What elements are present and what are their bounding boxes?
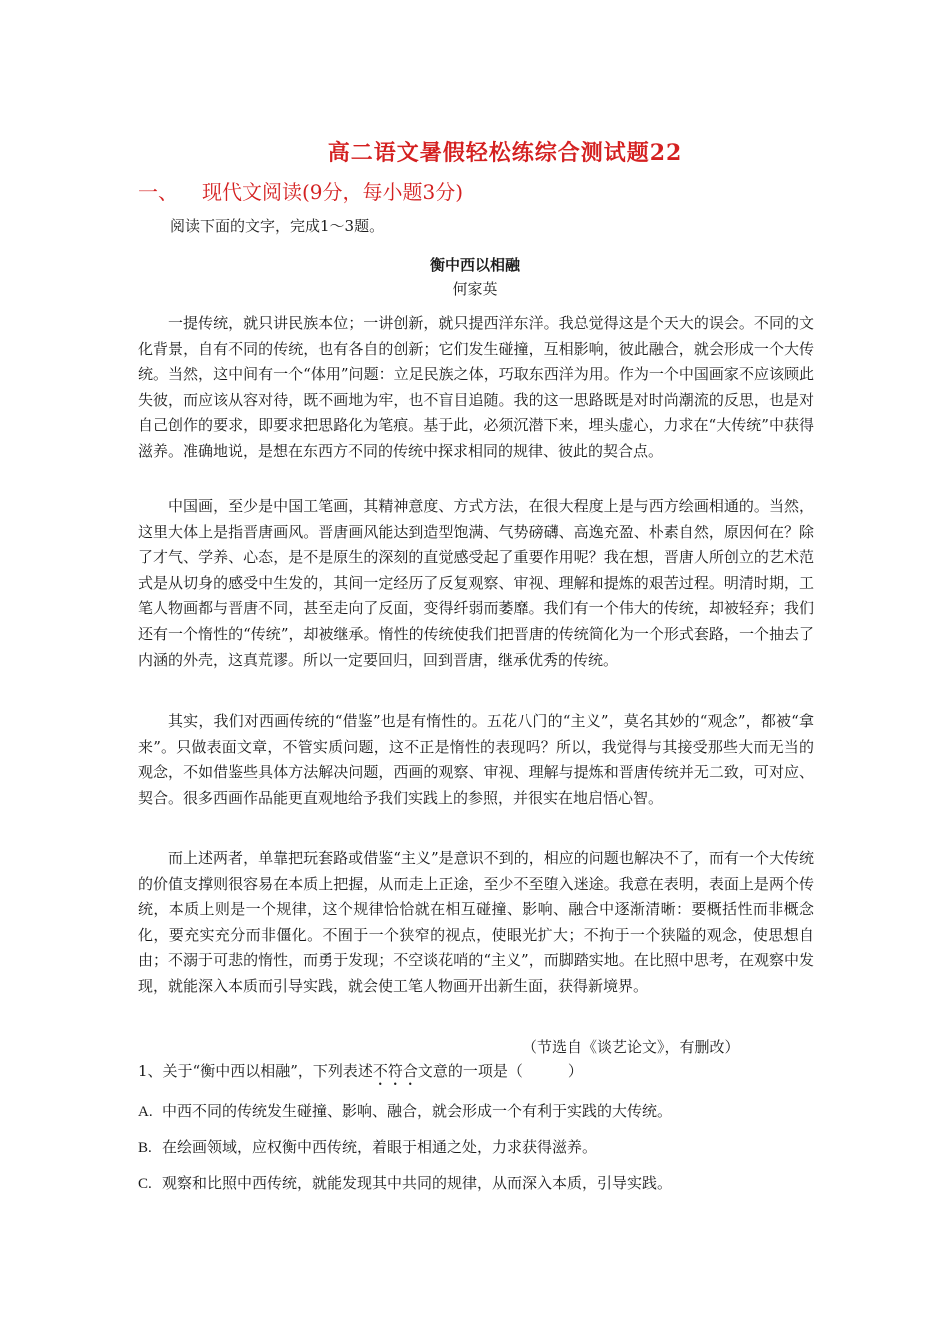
option-c-text: 观察和比照中西传统，就能发现其中共同的规律，从而深入本质，引导实践。 [162,1174,673,1192]
article-paragraph-1: 一提传统，就只讲民族本位；一讲创新，就只提西洋东洋。我总觉得这是个天大的误会。不同的文化背景，自有不同的传统，也有各自的创新；它们发生碰撞，互相影响，彼此融合，就会形成一个大传统。当然，这中间有一个“体用”问题：立足民族之体，巧取东西洋为用。作为一个中国画家不应该顾此失彼，而应该从容对待，既不画地为牢，也不盲目追随。我的这一思路既是对时尚潮流的反思，也是对自己创作的要求，即要求把思路化为笔痕。基于此，必须沉潜下来，埋头虚心，力求在“大传统”中获得滋养。准确地说，是想在东西方不同的传统中探求相同的规律、彼此的契合点。 [138,314,814,460]
article-paragraph-2: 中国画，至少是中国工笔画，其精神意度、方式方法，在很大程度上是与西方绘画相通的。当然，这里大体上是指晋唐画风。晋唐画风能达到造型饱满、气势磅礴、高逸充盈、朴素自然，原因何在？除了才气、学养、心态，是不是原生的深刻的直觉感受起了重要作用呢？我在想，晋唐人所创立的艺术范式是从切身的感受中生发的，其间一定经历了反复观察、审视、理解和提炼的艰苦过程。明清时期，工笔人物画都与晋唐不同，甚至走向了反面，变得纤弱而萎靡。我们有一个伟大的传统，却被轻弃；我们还有一个惰性的“传统”，却被继承。惰性的传统使我们把晋唐的传统简化为一个形式套路，一个抽去了内涵的外壳，这真荒谬。所以一定要回归，回到晋唐，继承优秀的传统。 [138,497,814,669]
question-1-suffix: 文意的一项是（ ） [417,1062,583,1080]
option-a-text: 中西不同的传统发生碰撞、影响、融合，就会形成一个有利于实践的大传统。 [162,1102,673,1120]
document-title: 高二语文暑假轻松练综合测试题22 [327,140,683,166]
question-1-emphasis: 不符合 [372,1062,418,1080]
section-number: 一、 [138,180,178,204]
option-c-letter: C. [138,1176,152,1192]
article-title: 衡中西以相融 [429,256,520,274]
article-author: 何家英 [452,280,498,298]
option-b-text: 在绘画领域，应权衡中西传统，着眼于相通之处，力求获得滋养。 [162,1138,598,1156]
option-b-letter: B. [138,1140,152,1156]
option-a[interactable] [138,1100,672,1121]
question-1 [138,1060,583,1089]
question-1-prefix: 1、关于“衡中西以相融”，下列表述 [138,1062,373,1080]
section-label: 现代文阅读(9分，每小题3分) [202,180,464,204]
option-a-letter: A. [138,1104,153,1120]
section-heading [138,176,463,205]
option-c[interactable] [138,1172,672,1193]
article-source: （节选自《谈艺论文》，有删改） [522,1038,740,1056]
article-paragraph-4: 而上述两者，单靠把玩套路或借鉴“主义”是意识不到的，相应的问题也解决不了，而有一个大传统的价值支撑则很容易在本质上把握，从而走上正途，至少不至堕入迷途。我意在表明，表面上是两个传统，本质上则是一个规律，这个规律恰恰就在相互碰撞、影响、融合中逐渐清晰：要概括性而非概念化，要充实充分而非僵化。不囿于一个狭窄的视点，使眼光扩大；不拘于一个狭隘的观念，使思想自由；不溺于可悲的惰性，而勇于发现；不空谈花哨的“主义”，而脚踏实地。在比照中思考，在观察中发现，就能深入本质而引导实践，就会使工笔人物画开出新生面，获得新境界。 [138,849,814,995]
reading-instruction: 阅读下面的文字，完成1～3题。 [170,217,385,235]
option-b[interactable] [138,1136,597,1157]
article-paragraph-3: 其实，我们对西画传统的“借鉴”也是有惰性的。五花八门的“主义”，莫名其妙的“观念”，都被“拿来”。只做表面文章，不管实质问题，这不正是惰性的表现吗？所以，我觉得与其接受那些大而无当的观念，不如借鉴些具体方法解决问题，西画的观察、审视、理解与提炼和晋唐传统并无二致，可对应、契合。很多西画作品能更直观地给予我们实践上的参照，并很实在地启悟心智。 [138,712,814,807]
